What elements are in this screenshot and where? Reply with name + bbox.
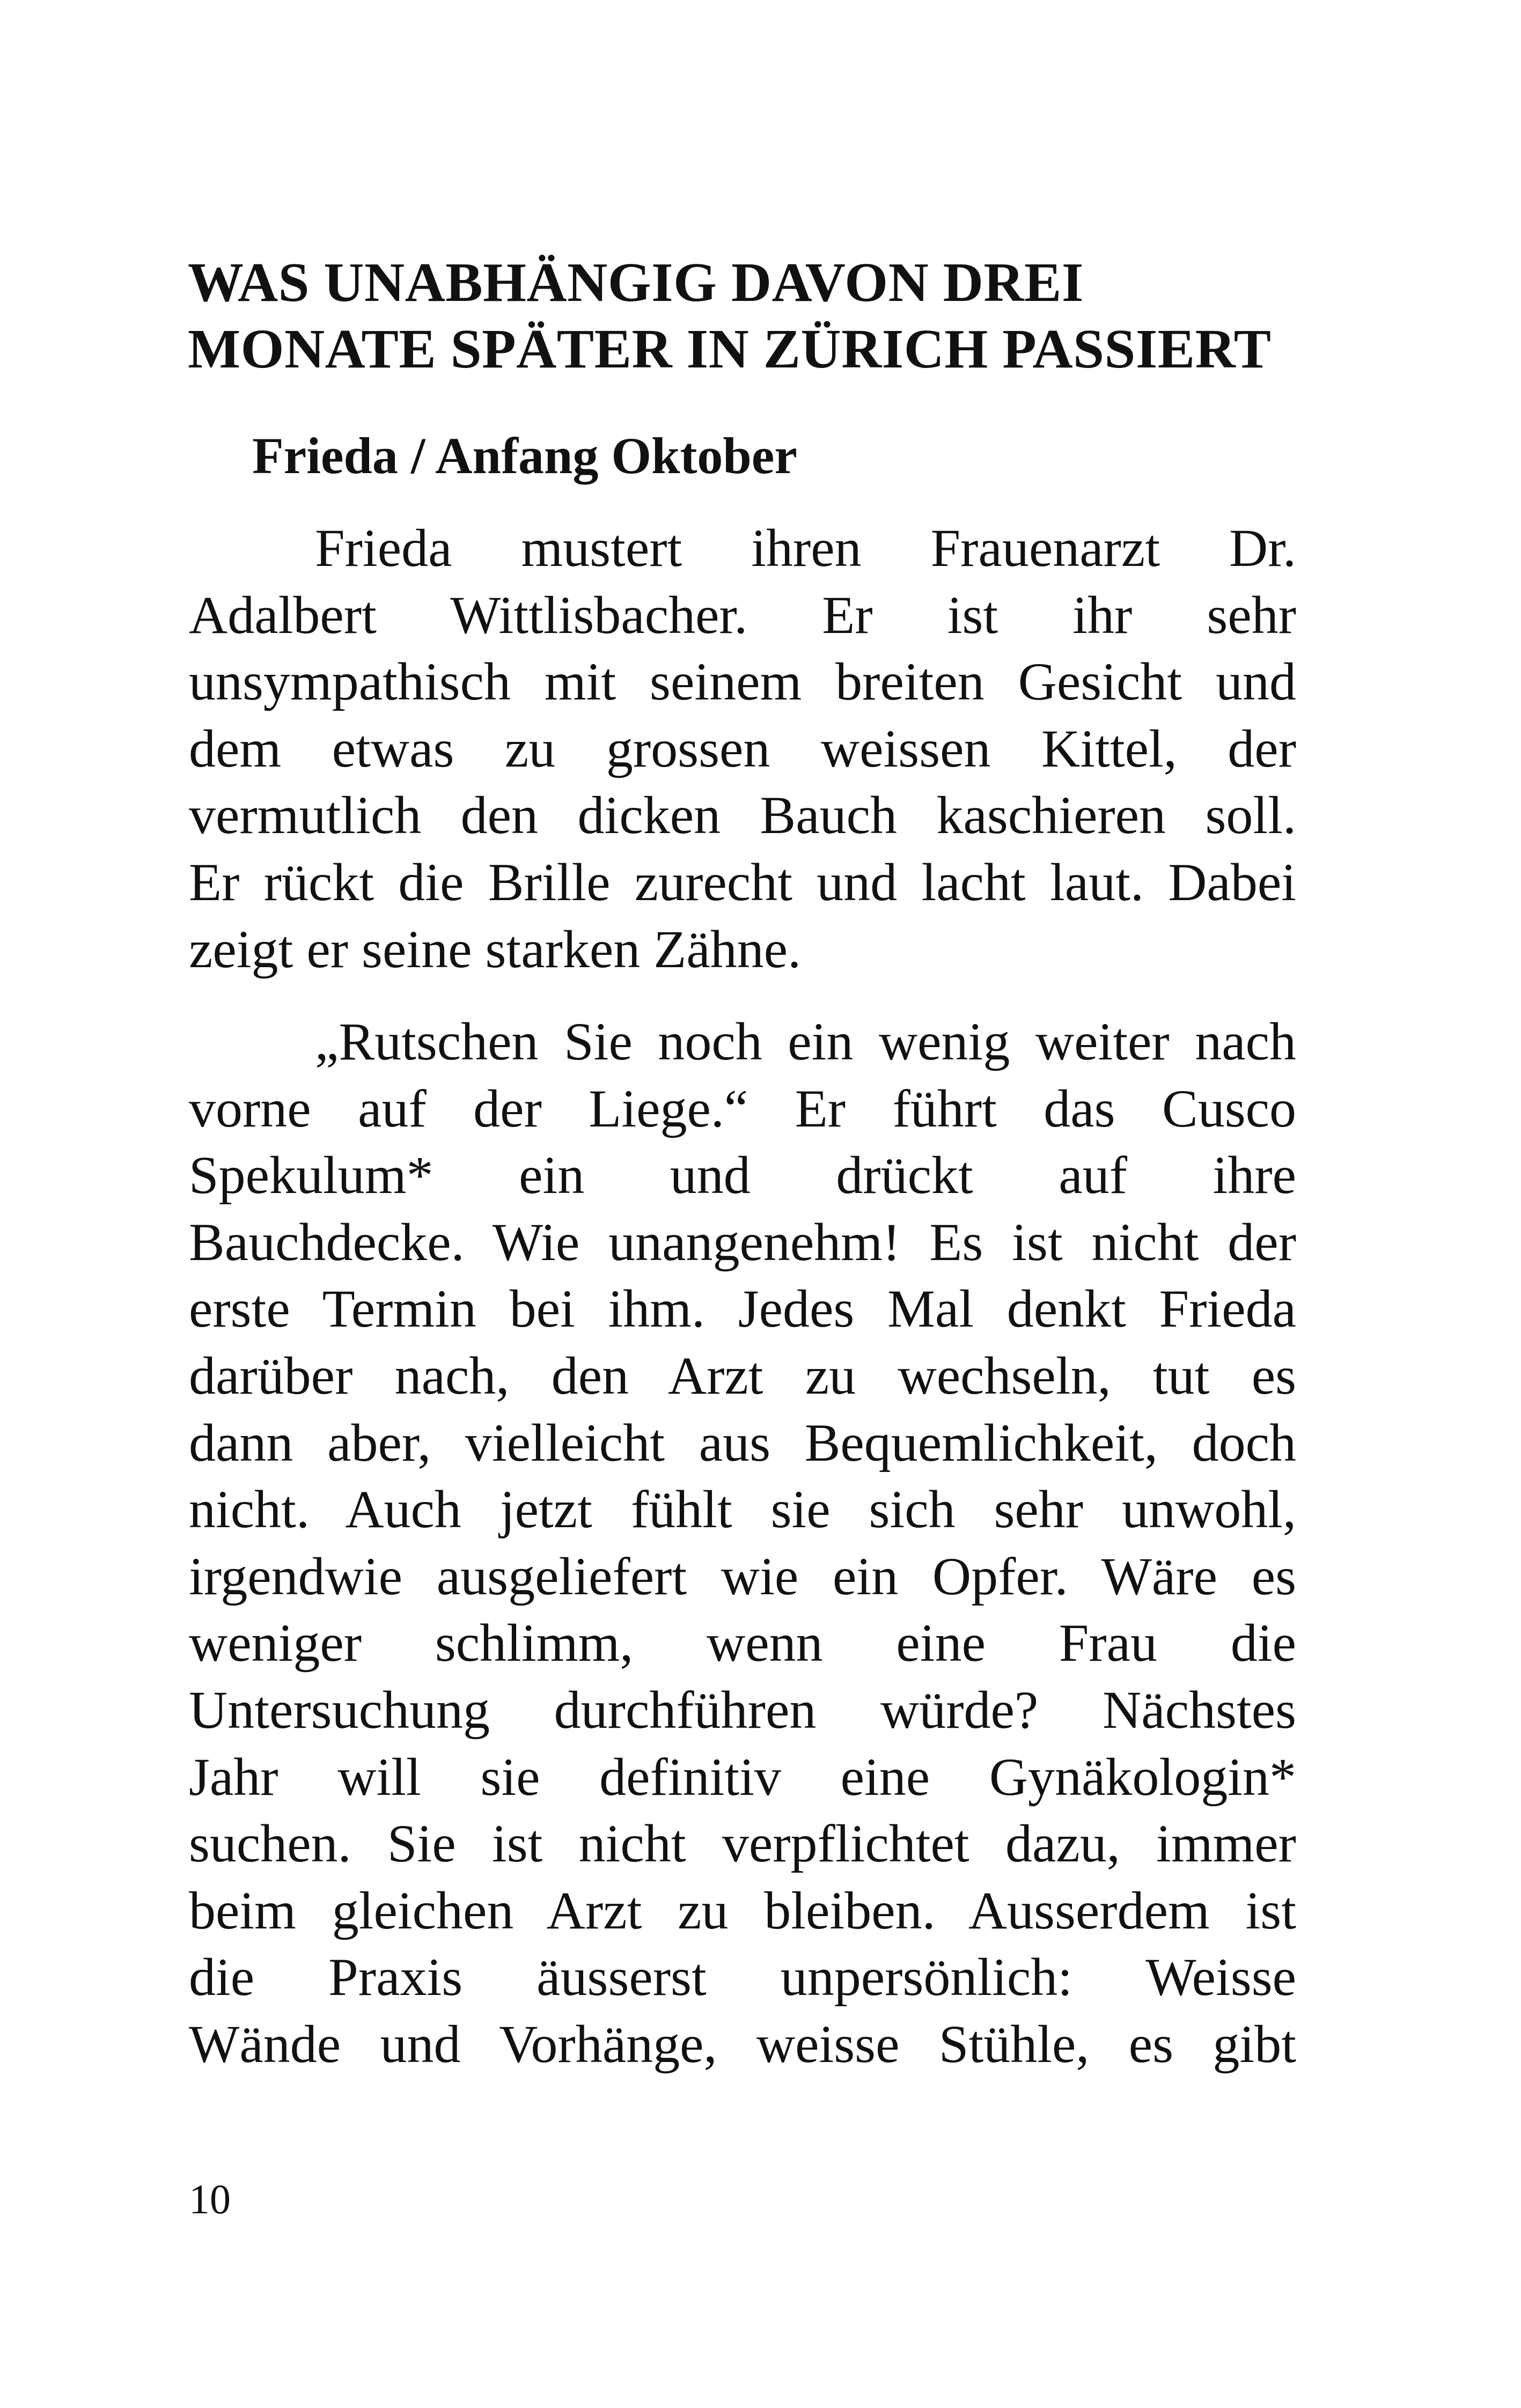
text-line: vermutlich den dicken Bauch kaschieren soll.	[189, 785, 1296, 845]
paragraph	[189, 515, 1296, 983]
text-line: unsympathisch mit seinem breiten Gesicht und	[189, 652, 1296, 712]
chapter-title	[188, 249, 1314, 382]
text-line: erste Termin bei ihm. Jedes Mal denkt Frieda	[189, 1279, 1296, 1339]
text-line: nicht. Auch jetzt fühlt sie sich sehr unwohl,	[189, 1479, 1296, 1540]
text-line: suchen. Sie ist nicht verpflichtet dazu, immer	[189, 1814, 1296, 1874]
text-line: Er rückt die Brille zurecht und lacht laut. Dabei	[189, 852, 1296, 912]
text-line: beim gleichen Arzt zu bleiben. Ausserdem ist	[189, 1880, 1296, 1940]
text-line: Wände und Vorhänge, weisse Stühle, es gibt	[189, 2014, 1296, 2074]
text-line: Untersuchung durchführen würde? Nächstes	[189, 1680, 1296, 1740]
text-line: weniger schlimm, wenn eine Frau die	[189, 1613, 1296, 1673]
text-line: irgendwie ausgeliefert wie ein Opfer. Wäre es	[189, 1546, 1296, 1606]
text-line: dann aber, vielleicht aus Bequemlichkeit, doch	[189, 1412, 1296, 1472]
text-line: Spekulum* ein und drückt auf ihre	[189, 1145, 1296, 1205]
text-line: „Rutschen Sie noch ein wenig weiter nach	[315, 1012, 1296, 1071]
text-line: dem etwas zu grossen weissen Kittel, der	[189, 718, 1296, 778]
text-line: Bauchdecke. Wie unangenehm! Es ist nicht der	[189, 1212, 1296, 1272]
text-line: Frieda mustert ihren Frauenarzt Dr.	[315, 518, 1296, 578]
text-line: die Praxis äusserst unpersönlich: Weisse	[189, 1947, 1296, 2007]
text-line: zeigt er seine starken Zähne.	[189, 919, 802, 979]
paragraph	[189, 1008, 1296, 2078]
chapter-title-line: MONATE SPÄTER IN ZÜRICH PASSIERT	[188, 318, 1272, 380]
section-heading: Frieda / Anfang Oktober	[252, 427, 798, 484]
text-line: vorne auf der Liege.“ Er führt das Cusco	[189, 1078, 1296, 1138]
text-line: Adalbert Wittlisbacher. Er ist ihr sehr	[189, 585, 1296, 645]
page-number: 10	[189, 2176, 231, 2222]
text-line: Jahr will sie definitiv eine Gynäkologin*	[189, 1747, 1296, 1807]
text-line: darüber nach, den Arzt zu wechseln, tut es	[189, 1345, 1296, 1405]
chapter-title-line: WAS UNABHÄNGIG DAVON DREI	[188, 252, 1084, 313]
